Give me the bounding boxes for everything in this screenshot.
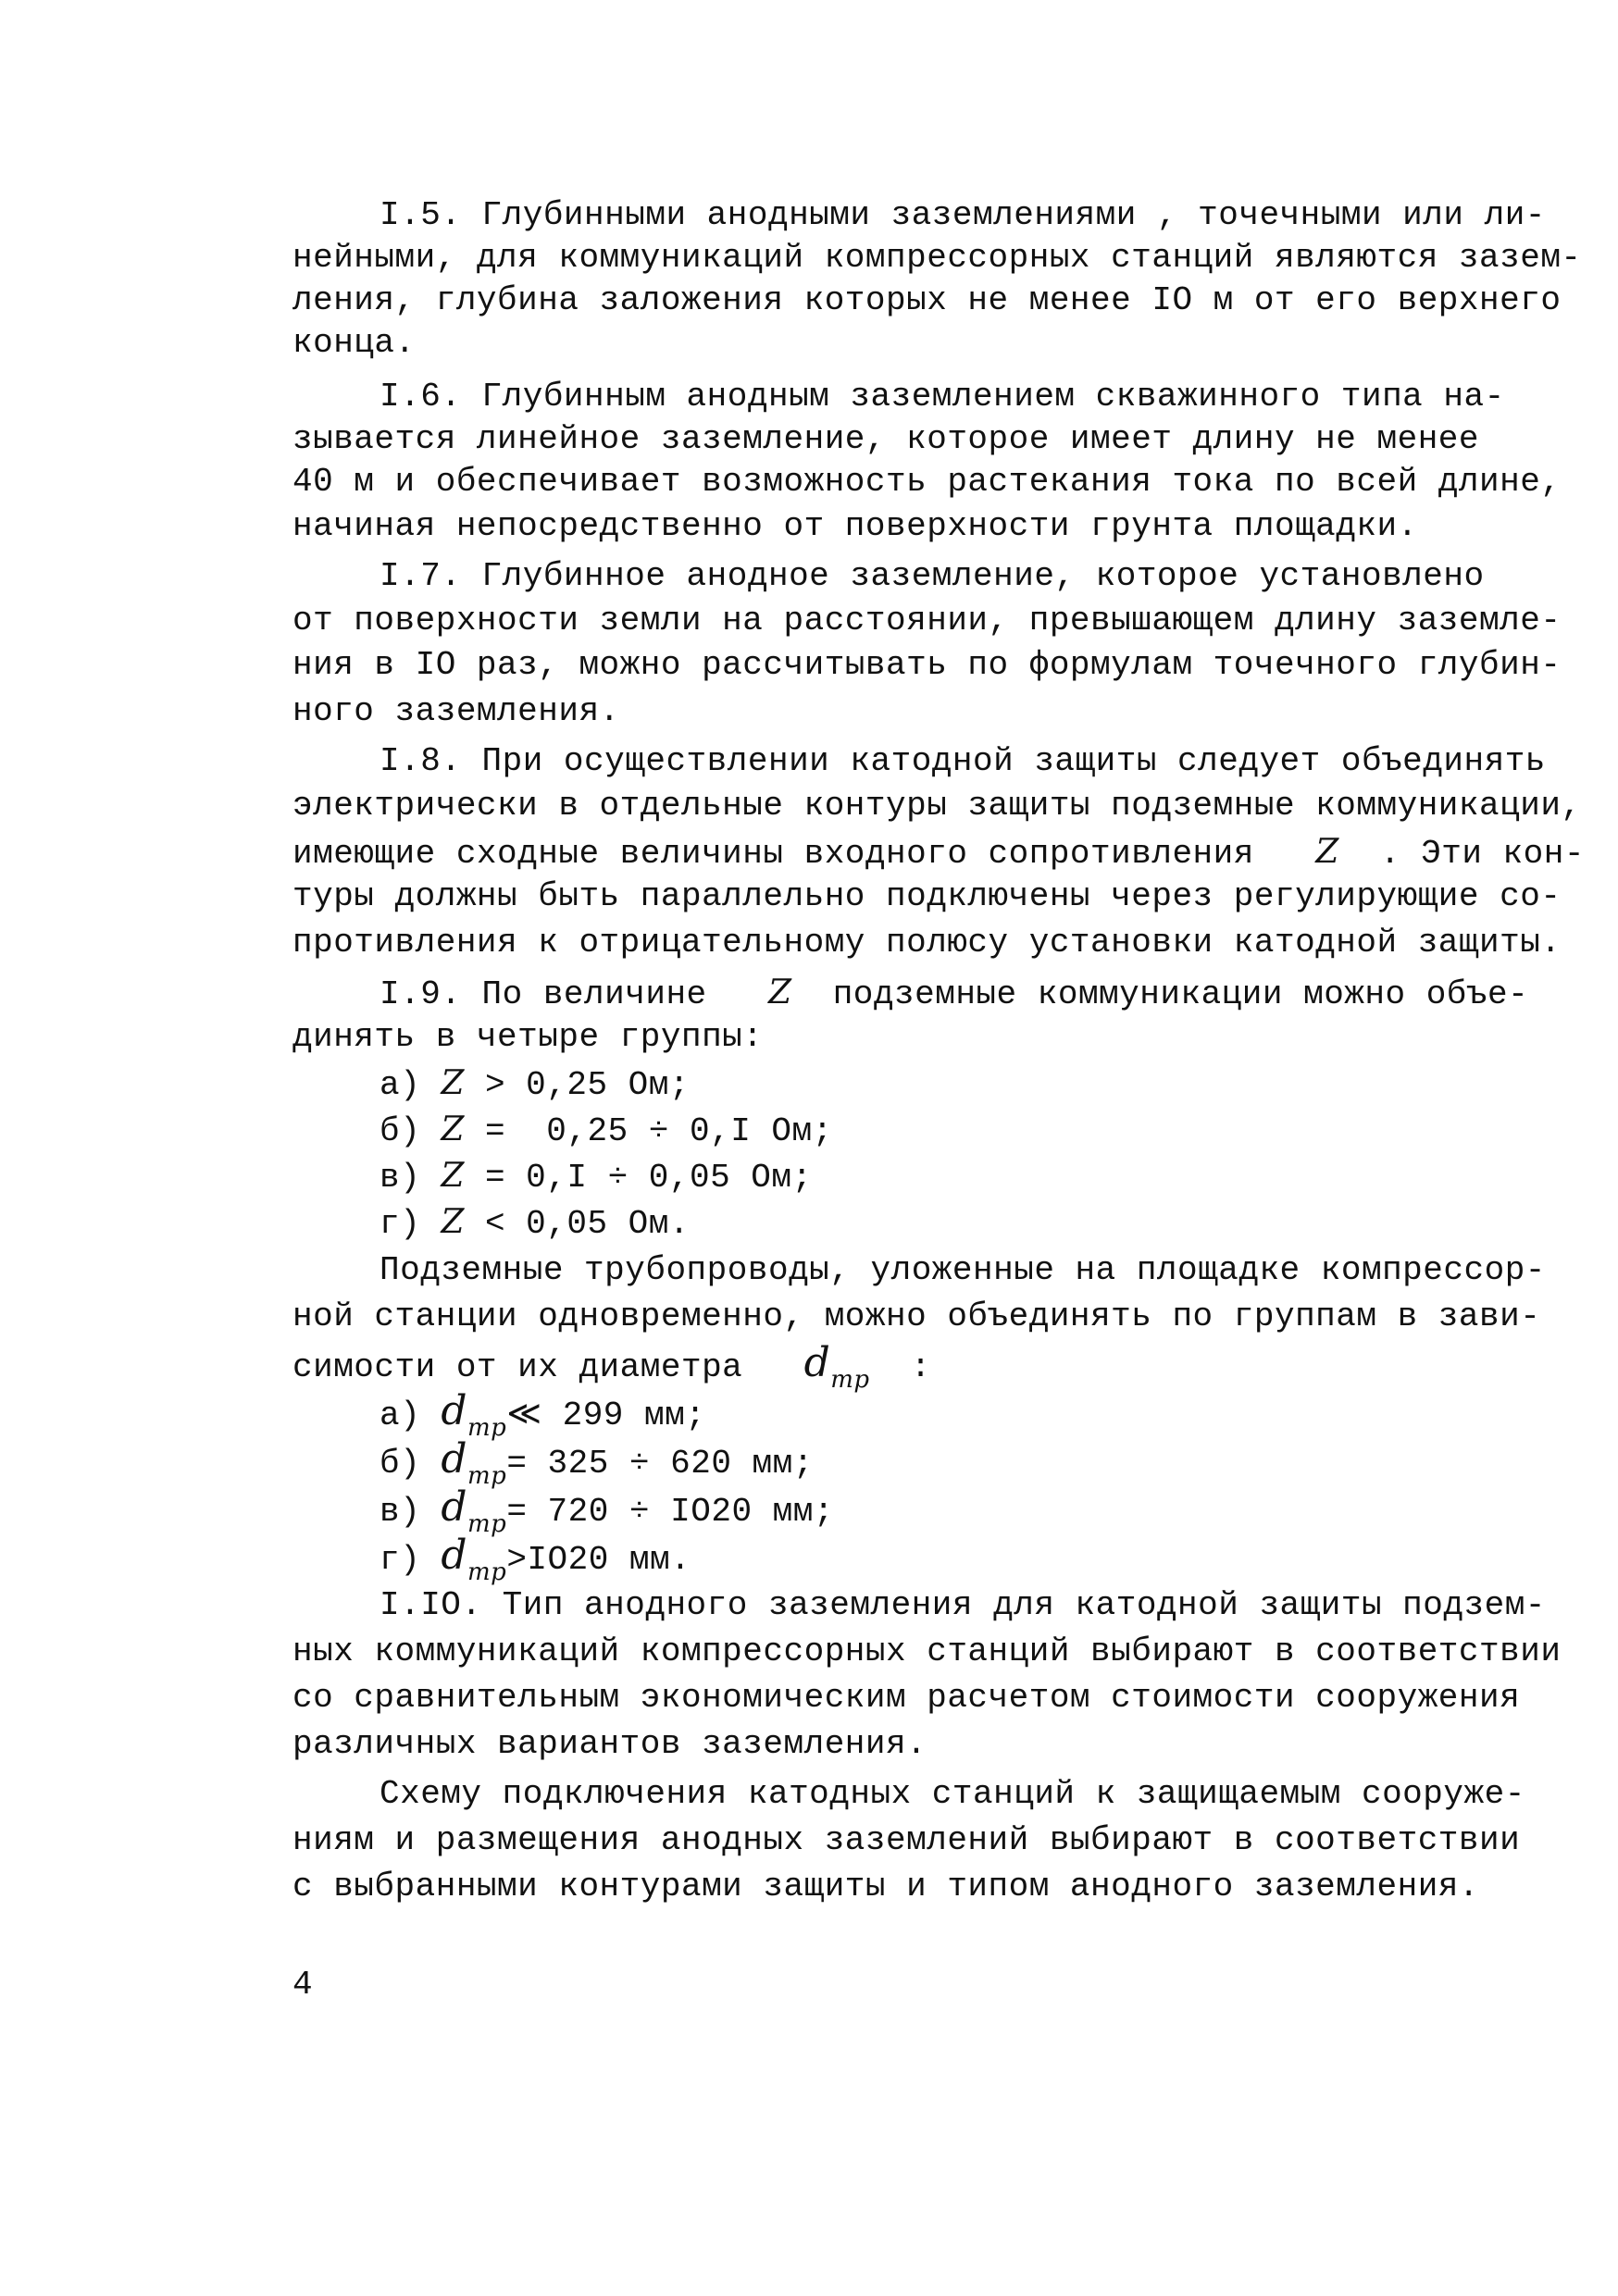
d-symbol: d bbox=[441, 1483, 467, 1531]
para-1-6-line-4: начиная непосредственно от поверхности грунта площадки. bbox=[292, 507, 1418, 545]
para-1-8-text-b: . Эти кон- bbox=[1379, 835, 1585, 873]
para-1-8-line-5: противления к отрицательному полюсу установки катодной защиты. bbox=[292, 924, 1562, 962]
para-1-7-line-2: от поверхности земли на расстоянии, превышающем длину заземле- bbox=[292, 602, 1562, 639]
group-value: > 0,25 Ом; bbox=[464, 1066, 690, 1104]
group-value: = 0,I ÷ 0,05 Ом; bbox=[464, 1159, 813, 1197]
z-group-b bbox=[380, 1109, 1398, 1151]
para-1-9-line-1 bbox=[380, 972, 1529, 1014]
d-subscript: тр bbox=[467, 1558, 507, 1586]
para-1-9-text-b: подземные коммуникации можно объе- bbox=[832, 975, 1529, 1013]
group-letter: в) bbox=[380, 1493, 421, 1531]
pipes-line-3 bbox=[292, 1339, 1477, 1394]
group-letter: в) bbox=[380, 1159, 421, 1197]
d-group-c bbox=[380, 1483, 1398, 1538]
d-group-a bbox=[380, 1387, 1398, 1442]
para-1-10-line-2: ных коммуникаций компрессорных станций выбирают в соответствии bbox=[292, 1632, 1562, 1670]
para-1-6-line-2: зывается линейное заземление, которое имеет длину не менее bbox=[292, 420, 1480, 458]
para-1-7-line-4: ного заземления. bbox=[292, 692, 620, 730]
para-1-8-line-3 bbox=[292, 831, 1585, 874]
para-1-10-line-1: I.IO. Тип анодного заземления для катодной защиты подзем- bbox=[380, 1586, 1546, 1624]
group-value: < 0,05 Ом. bbox=[464, 1205, 690, 1243]
group-letter: а) bbox=[380, 1066, 421, 1104]
d-symbol: d bbox=[803, 1339, 831, 1386]
page-number: 4 bbox=[292, 1966, 314, 2004]
para-1-10-line-3: со сравнительным экономическим расчетом стоимости сооружения bbox=[292, 1679, 1521, 1717]
para-1-8-text-a: имеющие сходные величины входного сопротивления bbox=[292, 835, 1254, 873]
para-1-5-line-4: конца. bbox=[292, 324, 416, 362]
para-1-6-line-3: 40 м и обеспечивает возможность растекания тока по всей длине, bbox=[292, 463, 1562, 501]
group-value: = 325 ÷ 620 мм; bbox=[506, 1445, 814, 1483]
scheme-line-1: Схему подключения катодных станций к защищаемым сооруже- bbox=[380, 1775, 1525, 1813]
colon: : bbox=[910, 1348, 931, 1386]
pipes-line-2: ной станции одновременно, можно объединять по группам в зави- bbox=[292, 1297, 1541, 1335]
z-symbol: Z bbox=[767, 974, 792, 1011]
para-1-8-line-2: электрически в отдельные контуры защиты подземные коммуникации, bbox=[292, 787, 1582, 825]
para-1-5-line-1: I.5. Глубинными анодными заземлениями , точечными или ли- bbox=[380, 196, 1546, 234]
group-letter: г) bbox=[380, 1205, 421, 1243]
para-1-5-line-2: нейными, для коммуникаций компрессорных станций являются зазем- bbox=[292, 239, 1582, 277]
group-value: ≪ 299 мм; bbox=[506, 1396, 706, 1434]
para-1-9-line-2: динять в четыре группы: bbox=[292, 1018, 764, 1056]
z-group-c bbox=[380, 1155, 1398, 1198]
group-letter: г) bbox=[380, 1541, 421, 1579]
para-1-8-line-1: I.8. При осуществлении катодной защиты следует объединять bbox=[380, 742, 1546, 780]
para-1-10-line-4: различных вариантов заземления. bbox=[292, 1725, 927, 1763]
scheme-line-3: с выбранными контурами защиты и типом анодного заземления. bbox=[292, 1868, 1480, 1905]
pipes-text: симости от их диаметра bbox=[292, 1348, 743, 1386]
para-1-6-line-1: I.6. Глубинным анодным заземлением скважинного типа на- bbox=[380, 378, 1505, 416]
z-symbol: Z bbox=[441, 1203, 465, 1241]
scheme-line-2: ниям и размещения анодных заземлений выбирают в соответствии bbox=[292, 1821, 1521, 1859]
z-group-a bbox=[380, 1062, 1398, 1105]
d-subscript: тр bbox=[467, 1414, 507, 1442]
z-symbol: Z bbox=[441, 1111, 465, 1148]
group-letter: а) bbox=[380, 1396, 421, 1434]
z-symbol: Z bbox=[441, 1157, 465, 1195]
para-1-9-text-a: I.9. По величине bbox=[380, 975, 707, 1013]
d-group-b bbox=[380, 1435, 1398, 1490]
z-group-d bbox=[380, 1201, 1398, 1244]
para-1-5-line-3: ления, глубина заложения которых не менее IO м от его верхнего bbox=[292, 281, 1562, 319]
para-1-7-line-1: I.7. Глубинное анодное заземление, которое установлено bbox=[380, 557, 1485, 595]
group-value: >IO20 мм. bbox=[506, 1541, 691, 1579]
d-group-d bbox=[380, 1532, 1398, 1586]
para-1-8-line-4: туры должны быть параллельно подключены через регулирующие со- bbox=[292, 877, 1562, 915]
d-subscript: тр bbox=[467, 1462, 507, 1490]
d-symbol: d bbox=[441, 1532, 467, 1579]
group-value: = 0,25 ÷ 0,I Ом; bbox=[464, 1112, 833, 1150]
group-letter: б) bbox=[380, 1445, 421, 1483]
group-value: = 720 ÷ IO20 мм; bbox=[506, 1493, 834, 1531]
d-subscript: тр bbox=[830, 1366, 870, 1394]
para-1-7-line-3: ния в IO раз, можно рассчитывать по формулам точечного глубин- bbox=[292, 646, 1562, 684]
d-subscript: тр bbox=[467, 1510, 507, 1538]
pipes-line-1: Подземные трубопроводы, уложенные на площадке компрессор- bbox=[380, 1251, 1546, 1289]
group-letter: б) bbox=[380, 1112, 421, 1150]
d-symbol: d bbox=[441, 1387, 467, 1434]
z-symbol: Z bbox=[441, 1064, 465, 1102]
z-symbol: Z bbox=[1315, 833, 1339, 871]
d-symbol: d bbox=[441, 1435, 467, 1483]
